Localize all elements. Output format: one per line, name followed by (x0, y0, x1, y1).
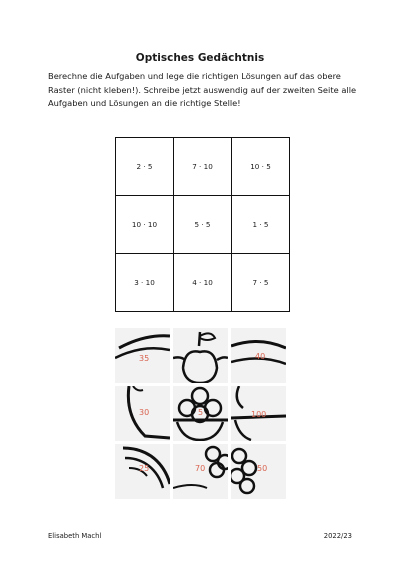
puzzle-piece[interactable] (115, 386, 170, 441)
task-cell: 1 · 5 (232, 196, 290, 254)
footer-year: 2022/23 (323, 532, 352, 540)
puzzle-piece[interactable] (173, 444, 228, 499)
task-grid-row (116, 138, 290, 196)
puzzle-piece[interactable] (173, 386, 228, 441)
piece-number: 5 (198, 408, 204, 417)
piece-number: 35 (139, 354, 150, 363)
puzzle-piece[interactable] (173, 328, 228, 383)
piece-number: 100 (251, 410, 267, 419)
puzzle-piece[interactable] (231, 328, 286, 383)
task-cell: 2 · 5 (116, 138, 174, 196)
piece-number: 70 (195, 464, 206, 473)
puzzle-piece[interactable] (231, 386, 286, 441)
instructions-text: Berechne die Aufgaben und lege die richtigen Lösungen auf das obere Raster (nicht kleben!). Schreibe jetzt auswendig auf der zweiten Seite alle Aufgaben und Lösungen an die richtige Stelle! (48, 71, 357, 109)
page-title: Optisches Gedächtnis (135, 52, 265, 64)
apple-stem-piece-icon (173, 328, 228, 383)
task-cell: 7 · 5 (232, 254, 290, 312)
puzzle-piece[interactable] (231, 444, 286, 499)
footer-author: Elisabeth Machl (48, 532, 102, 540)
piece-number: 30 (139, 408, 150, 417)
task-cell: 10 · 5 (232, 138, 290, 196)
task-grid (115, 137, 290, 312)
puzzle-piece[interactable] (115, 328, 170, 383)
task-cell: 7 · 10 (174, 138, 232, 196)
task-grid-row (116, 196, 290, 254)
piece-number: 25 (139, 464, 150, 473)
piece-number: 40 (255, 352, 266, 361)
task-grid-row (116, 254, 290, 312)
task-cell: 4 · 10 (174, 254, 232, 312)
task-cell: 3 · 10 (116, 254, 174, 312)
task-cell: 5 · 5 (174, 196, 232, 254)
puzzle-piece[interactable] (115, 444, 170, 499)
piece-number: 50 (257, 464, 268, 473)
task-cell: 10 · 10 (116, 196, 174, 254)
puzzle-pieces (115, 328, 286, 499)
